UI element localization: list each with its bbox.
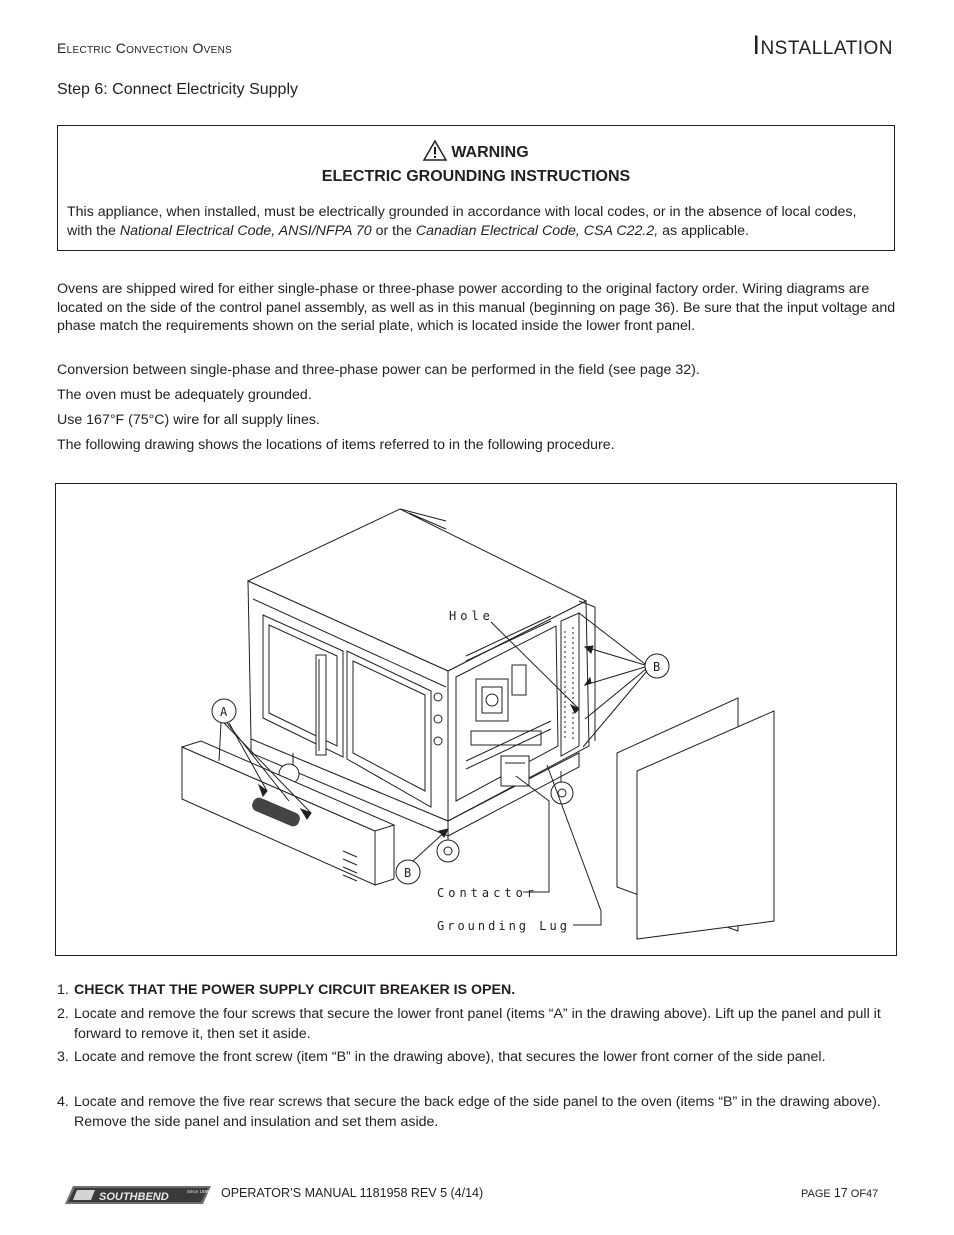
footer-manual-id: OPERATOR’S MANUAL 1181958 REV 5 (4/14): [221, 1186, 484, 1200]
warning-box: [57, 125, 895, 251]
paragraph-conversion: Conversion between single-phase and three-phase power can be performed in the field (see page 32).: [57, 362, 700, 378]
paragraph-wire: Use 167°F (75°C) wire for all supply lines.: [57, 412, 320, 428]
logo-since: Since 1898: [187, 1189, 210, 1194]
callout-b-rear: B: [653, 660, 661, 674]
header-chapter-title: Installation: [752, 30, 893, 60]
label-contactor: Contactor: [437, 886, 539, 900]
warning-subtitle: ELECTRIC GROUNDING INSTRUCTIONS: [321, 168, 631, 185]
footer-page-number: [801, 1186, 878, 1200]
label-grounding-lug: Grounding Lug: [437, 919, 570, 933]
step-number: 1.: [57, 982, 69, 998]
paragraph-grounded: The oven must be adequately grounded.: [57, 387, 312, 403]
procedure-step-4: [57, 1093, 897, 1132]
warning-body-text: This appliance, when installed, must be electrically grounded in accordance with local codes, or in the absence of local codes, with the: [67, 204, 857, 239]
warning-body: [67, 203, 884, 240]
header-section-title: Electric Convection Ovens: [57, 40, 233, 56]
label-hole: Hole: [449, 609, 494, 623]
procedure-step-3: [57, 1048, 897, 1068]
step-number: 2.: [57, 1006, 69, 1022]
warning-body-cec: Canadian Electrical Code, CSA C22.2,: [415, 222, 659, 239]
procedure-step-2: [57, 1005, 897, 1044]
procedure-step-1: [57, 981, 897, 1001]
page-prefix: PAGE: [801, 1188, 834, 1200]
step-text: Locate and remove the front screw (item “B” in the drawing above), that secures the lower front corner of the side panel.: [74, 1049, 826, 1065]
callout-b-front: B: [404, 866, 412, 880]
step-text: CHECK THAT THE POWER SUPPLY CIRCUIT BREAKER IS OPEN.: [74, 982, 516, 998]
southbend-logo: [65, 1184, 211, 1211]
page-total: OF47: [847, 1188, 879, 1200]
step-number: 4.: [57, 1094, 69, 1110]
oven-illustration: [56, 484, 897, 956]
warning-body-nec: National Electrical Code, ANSI/NFPA 70: [119, 222, 372, 239]
step-text: Locate and remove the four screws that secure the lower front panel (items “A” in the drawing above). Lift up the panel and pull it forward to remove it, then set it aside.: [74, 1006, 881, 1042]
callout-a: A: [220, 705, 228, 719]
warning-heading: [58, 140, 894, 162]
warning-title: WARNING: [451, 144, 529, 161]
oven-drawing-figure: [55, 483, 897, 956]
warning-triangle-icon: [423, 140, 447, 161]
paragraph-wiring: Ovens are shipped wired for either single-phase or three-phase power according to the original factory order. Wiring diagrams are located on the side of the control panel assembly, as well as in this manual (beginning on page 36). Be sure that the input voltage and phase match the requirements shown on the serial plate, which is located inside the lower front panel.: [57, 281, 896, 334]
warning-body-text: or the: [371, 222, 416, 239]
paragraph-drawing-intro: The following drawing shows the locations of items referred to in the following procedure.: [57, 437, 615, 453]
step-text: Locate and remove the five rear screws that secure the back edge of the side panel to the oven (items “B” in the drawing above). Remove the side panel and insulation and set them aside.: [74, 1094, 881, 1130]
step-number: 3.: [57, 1049, 69, 1065]
warning-body-text: as applicable.: [658, 222, 749, 239]
page-current: 17: [833, 1186, 848, 1200]
logo-text: SOUTHBEND: [99, 1191, 169, 1203]
step-title: Step 6: Connect Electricity Supply: [57, 81, 299, 98]
